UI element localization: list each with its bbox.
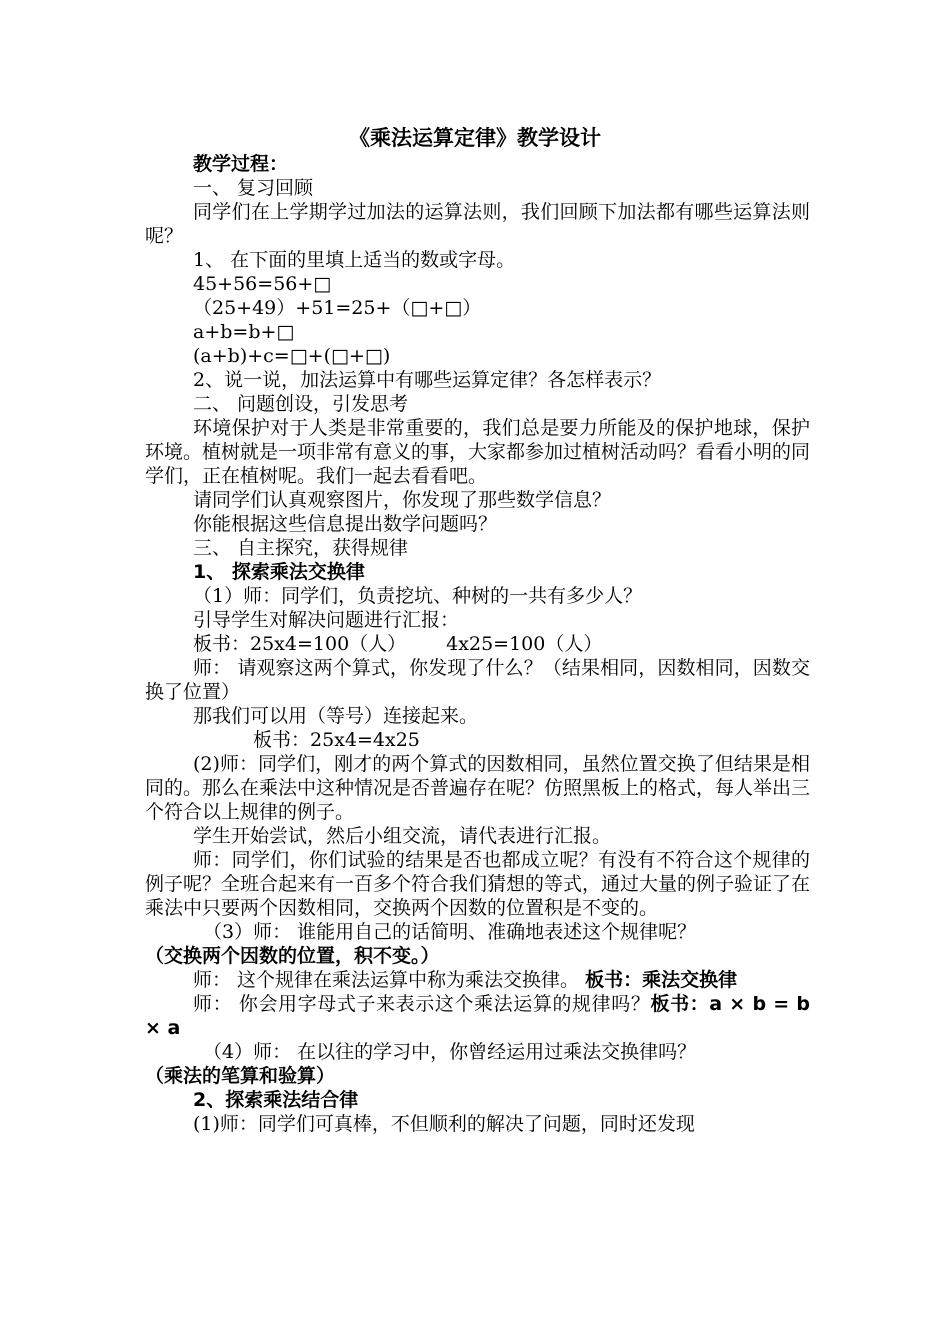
document-body (145, 152, 810, 1136)
equation-2: （25+49）+51=25+（□+□） (193, 297, 482, 319)
paragraph-10 (145, 992, 810, 1040)
paragraph-8: （3）师： 谁能用自己的话简明、准确地表述这个规律呢？ (203, 921, 697, 943)
equation-4: (a+b)+c=□+(□+□) (193, 345, 391, 367)
subsection-2-heading: 2、探索乘法结合律 (193, 1089, 359, 1111)
paragraph-9-text: 师： 这个规律在乘法运算中称为乘法交换律。 (193, 969, 586, 991)
section-1-intro: 同学们在上学期学过加法的运算法则，我们回顾下加法都有哪些运算法则呢？ (145, 201, 810, 247)
paragraph-11-answer: （乘法的笔算和验算） (145, 1065, 336, 1087)
board-eq-2: 4x25=100（人） (446, 633, 603, 655)
paragraph-2: 引导学生对解决问题进行汇报： (193, 609, 460, 631)
paragraph-11: （4）师： 在以往的学习中，你曾经运用过乘法交换律吗？ (203, 1041, 697, 1063)
paragraph-5: (2)师：同学们，刚才的两个算式的因数相同，虽然位置交换了但结果是相同的。那么在乘法中这种情况是否普遍存在呢？仿照黑板上的格式，每人举出三个符合以上规律的例子。 (145, 753, 811, 823)
section-2-question-1: 请同学们认真观察图片，你发现了那些数学信息？ (193, 489, 612, 511)
paragraph-12: (1)师：同学们可真棒，不但顺利的解决了问题，同时还发现 (193, 1113, 695, 1135)
paragraph-1: （1）师：同学们，负责挖坑、种树的一共有多少人？ (193, 585, 643, 607)
subsection-1-heading: 1、 探索乘法交换律 (193, 561, 365, 583)
paragraph-10-board: 板书：a × b = b × a (145, 993, 810, 1039)
paragraph-7: 师：同学们，你们试验的结果是否也都成立呢？有没有不符合这个规律的例子呢？全班合起来有一百多个符合我们猜想的等式，通过大量的例子验证了在乘法中只要两个因数相同，交换两个因数的位置积是不变的。 (145, 849, 811, 919)
section-1-heading: 一、 复习回顾 (193, 177, 314, 199)
process-heading: 教学过程： (193, 153, 289, 175)
review-item-1: 1、 在下面的里填上适当的数或字母。 (193, 249, 516, 271)
board-line-1 (145, 632, 810, 656)
review-item-2: 2、说一说，加法运算中有哪些运算定律？各怎样表示？ (193, 369, 662, 391)
equation-1: 45+56=56+□ (193, 273, 332, 295)
paragraph-3: 师： 请观察这两个算式，你发现了什么？（结果相同，因数相同，因数交换了位置） (145, 657, 810, 703)
equation-3: a+b=b+□ (193, 321, 295, 343)
section-2-paragraph: 环境保护对于人类是非常重要的，我们总是要力所能及的保护地球，保护环境。植树就是一项非常有意义的事，大家都参加过植树活动吗？看看小明的同学们，正在植树呢。我们一起去看看吧。 (145, 417, 811, 487)
paragraph-9-board: 板书：乘法交换律 (585, 969, 738, 991)
board-eq-1: 板书：25x4=100（人） (193, 633, 407, 655)
document-title: 《乘法运算定律》教学设计 (349, 126, 601, 150)
paragraph-10-text: 师： 你会用字母式子来表示这个乘法运算的规律吗？ (193, 993, 651, 1015)
paragraph-4: 那我们可以用（等号）连接起来。 (193, 705, 479, 727)
paragraph-9 (145, 968, 810, 992)
section-2-heading: 二、 问题创设，引发思考 (193, 393, 409, 415)
paragraph-8-answer: （交换两个因数的位置，积不变。） (145, 945, 440, 967)
board-line-2: 板书：25x4=4x25 (253, 729, 420, 751)
section-3-heading: 三、 自主探究，获得规律 (193, 537, 409, 559)
section-2-question-2: 你能根据这些信息提出数学问题吗？ (193, 513, 498, 535)
paragraph-6: 学生开始尝试，然后小组交流，请代表进行汇报。 (193, 825, 612, 847)
